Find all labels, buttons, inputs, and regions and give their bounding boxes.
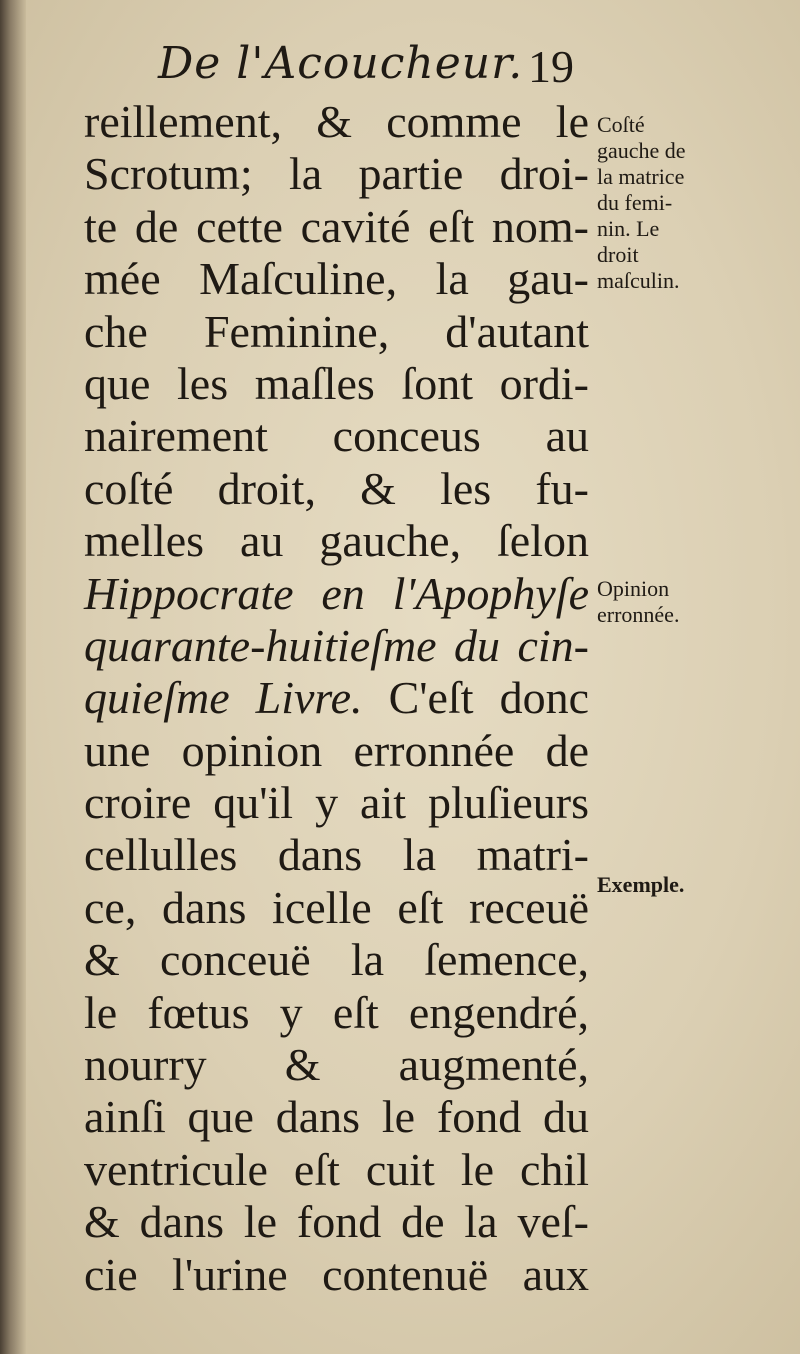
text-line: croire qu'il y ait pluſieurs [84,777,589,829]
margin-note-line: du femi- [597,190,673,215]
text-line: cellulles dans la matri- [84,829,589,881]
text-line: ce, dans icelle eſt receuë [84,881,589,933]
text-line: & dans le fond de la veſ- [84,1196,589,1248]
text-line: ainſi que dans le fond du [84,1091,589,1143]
margin-note-line: la matrice [597,164,685,189]
text-line: reillement, & comme le [84,96,589,147]
text-line: nairement conceus au [84,410,589,462]
main-text-block [84,96,589,1301]
text-line: coſté droit, & les fu- [84,462,589,514]
margin-note-line: droit [597,242,639,267]
text-line: une opinion erronnée de [84,724,589,776]
running-head: De l'Acoucheur. [158,38,524,89]
margin-note-line: Exemple. [597,872,685,897]
page-number: 19 [528,41,574,92]
text-line: ventricule eſt cuit le chil [84,1143,589,1195]
text-line: melles au gauche, ſelon [84,515,589,567]
text-line: nourry & augmenté, [84,1039,589,1091]
text-line-italic: quarante-huitieſme du cin- [84,619,589,671]
text-line-mixed [84,672,589,724]
margin-note-line: maſculin. [597,268,680,293]
margin-note-opinion [597,576,797,628]
text-line: le fœtus y eſt engendré, [84,986,589,1038]
text-line: que les maſles ſont ordi- [84,357,589,409]
text-line: mée Maſculine, la gau- [84,253,589,305]
text-line-italic: Hippocrate en l'Apophyſe [84,567,589,619]
text-line: che Feminine, d'autant [84,305,589,357]
margin-note-line: Coſté [597,112,645,137]
text-line: te de cette cavité eſt nom- [84,200,589,252]
text-line: cie l'urine contenuë aux [84,1248,589,1300]
margin-note-line: erronnée. [597,602,680,627]
text-fragment: C'eſt donc [362,672,589,724]
margin-note-line: gauche de [597,138,686,163]
margin-note-coste-gauche [597,112,797,294]
margin-note-exemple [597,872,797,898]
page-gutter-shadow [0,0,26,1354]
text-line: Scrotum; la partie droi- [84,148,589,200]
text-line: & conceuë la ſemence, [84,934,589,986]
margin-note-line: nin. Le [597,216,660,241]
citation-title: quieſme Livre. [84,672,363,724]
margin-note-line: Opinion [597,576,670,601]
